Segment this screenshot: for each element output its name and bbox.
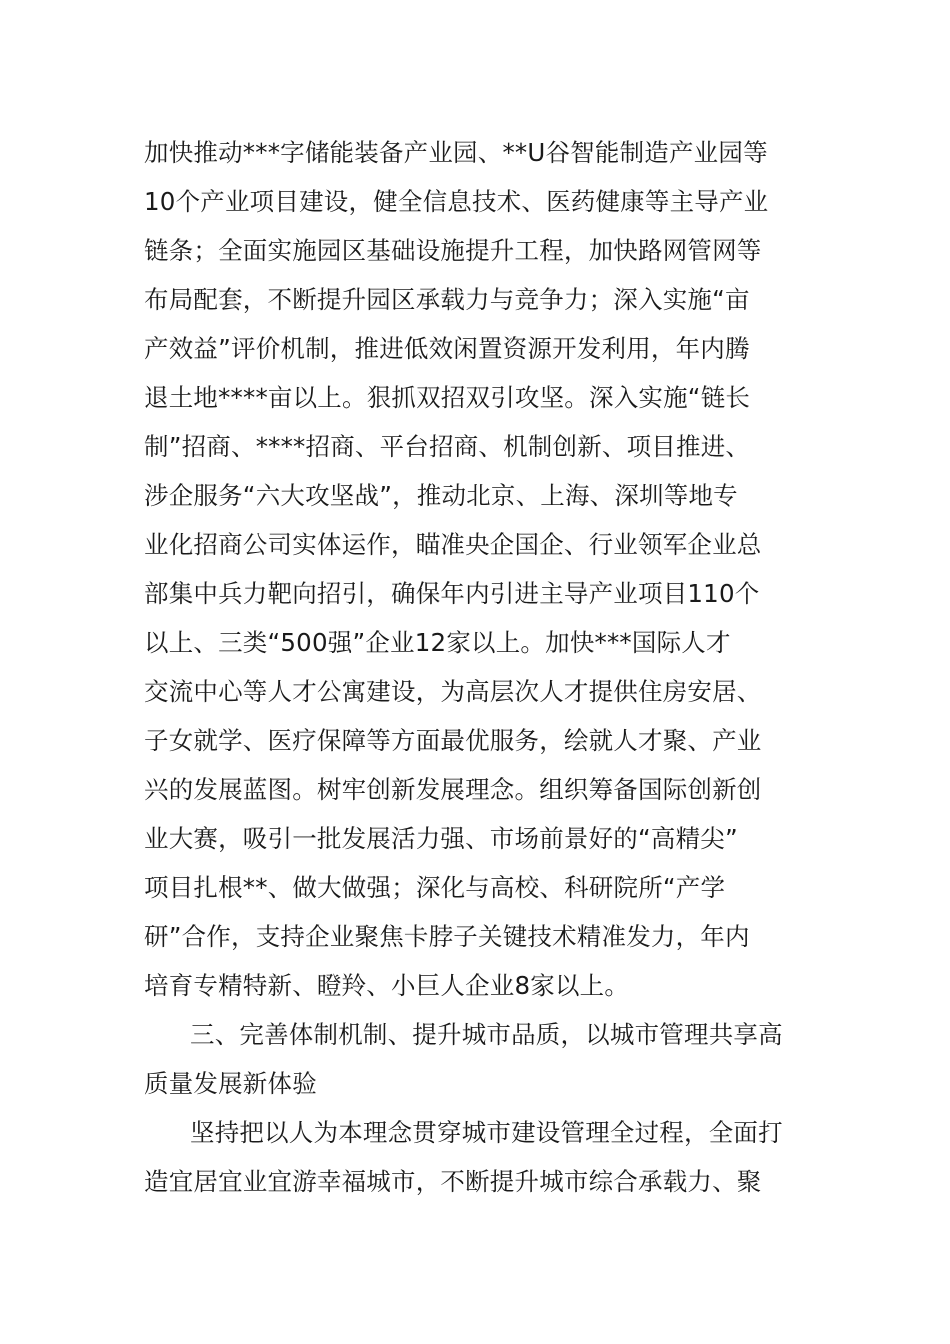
paragraph-line: 兴的发展蓝图。树牢创新发展理念。组织筹备国际创新创 bbox=[144, 775, 762, 804]
paragraph-line: 坚持把以人为本理念贯穿城市建设管理全过程，全面打 bbox=[190, 1118, 783, 1147]
section-heading-line: 质量发展新体验 bbox=[144, 1069, 317, 1098]
section-heading-line: 三、完善体制机制、提升城市品质，以城市管理共享高 bbox=[190, 1020, 783, 1049]
paragraph-line: 10个产业项目建设，健全信息技术、医药健康等主导产业 bbox=[144, 187, 769, 216]
paragraph-line: 链条；全面实施园区基础设施提升工程，加快路网管网等 bbox=[144, 236, 762, 265]
paragraph-line: 布局配套，不断提升园区承载力与竞争力；深入实施“亩 bbox=[144, 285, 750, 314]
paragraph-line: 涉企服务“六大攻坚战”，推动北京、上海、深圳等地专 bbox=[144, 481, 738, 510]
paragraph-line: 产效益”评价机制，推进低效闲置资源开发利用，年内腾 bbox=[144, 334, 750, 363]
paragraph-line: 子女就学、医疗保障等方面最优服务，绘就人才聚、产业 bbox=[144, 726, 762, 755]
paragraph-line: 项目扎根**、做大做强；深化与高校、科研院所“产学 bbox=[144, 873, 726, 902]
paragraph-line: 培育专精特新、瞪羚、小巨人企业8家以上。 bbox=[144, 971, 630, 1000]
paragraph-line: 交流中心等人才公寓建设，为高层次人才提供住房安居、 bbox=[144, 677, 762, 706]
paragraph-line: 部集中兵力靶向招引，确保年内引进主导产业项目110个 bbox=[144, 579, 760, 608]
paragraph-line: 以上、三类“500强”企业12家以上。加快***国际人才 bbox=[144, 628, 731, 657]
paragraph-line: 研”合作，支持企业聚焦卡脖子关键技术精准发力，年内 bbox=[144, 922, 750, 951]
paragraph-line: 制”招商、****招商、平台招商、机制创新、项目推进、 bbox=[144, 432, 751, 461]
paragraph-line: 退土地****亩以上。狠抓双招双引攻坚。深入实施“链长 bbox=[144, 383, 751, 412]
paragraph-line: 业化招商公司实体运作，瞄准央企国企、行业领军企业总 bbox=[144, 530, 762, 559]
body-text bbox=[144, 128, 814, 1206]
paragraph-line: 业大赛，吸引一批发展活力强、市场前景好的“高精尖” bbox=[144, 824, 738, 853]
paragraph-line: 加快推动***字储能装备产业园、**U谷智能制造产业园等 bbox=[144, 138, 768, 167]
paragraph-line: 造宜居宜业宜游幸福城市，不断提升城市综合承载力、聚 bbox=[144, 1167, 762, 1196]
